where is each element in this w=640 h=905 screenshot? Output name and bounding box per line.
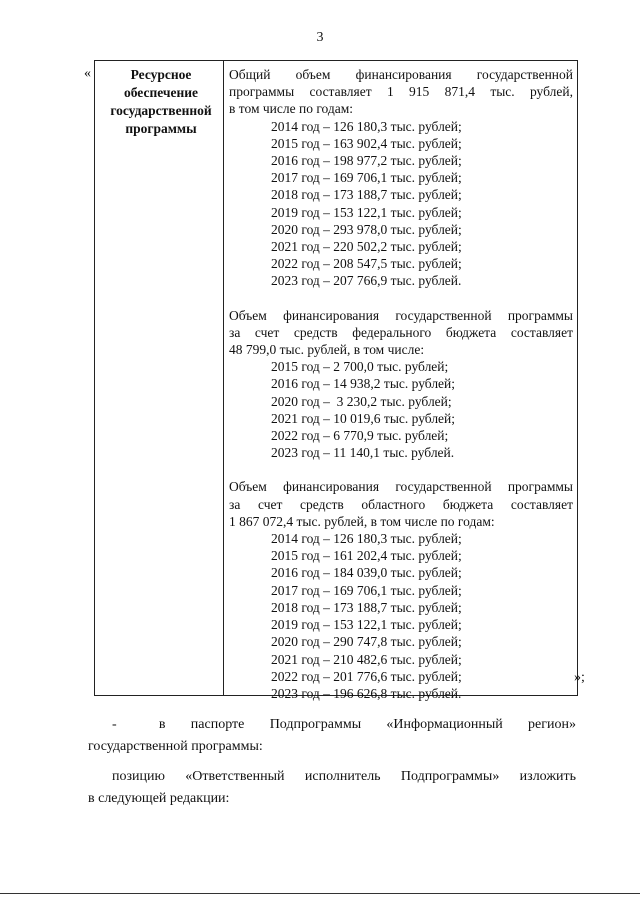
year-item: 2021 год – 10 019,6 тыс. рублей;: [271, 410, 456, 426]
paragraph-line: государственной программы:: [88, 739, 263, 754]
paragraph-line: в следующей редакции:: [88, 791, 230, 806]
row-content: [229, 66, 573, 719]
year-item: 2021 год – 210 482,6 тыс. рублей;: [271, 651, 462, 667]
year-item: 2023 год – 11 140,1 тыс. рублей.: [271, 445, 455, 461]
year-item: 2016 год – 184 039,0 тыс. рублей;: [271, 565, 462, 581]
paragraph-line: позицию «Ответственный исполнитель Подпрограммы» изложить: [112, 769, 576, 784]
intro-line: за счет средств федерального бюджета составляет: [229, 324, 573, 340]
intro-line: программы составляет 1 915 871,4 тыс. рублей,: [229, 84, 573, 100]
year-item: 2015 год – 161 202,4 тыс. рублей;: [271, 548, 462, 564]
intro-line: Общий объем финансирования государственной: [229, 67, 573, 82]
year-item: 2019 год – 153 122,1 тыс. рублей;: [271, 617, 462, 633]
intro-line: 1 867 072,4 тыс. рублей, в том числе по годам:: [229, 513, 495, 529]
year-item: 2020 год – 290 747,8 тыс. рублей;: [271, 634, 462, 650]
intro-line: 48 799,0 тыс. рублей, в том числе:: [229, 342, 425, 358]
year-item: 2014 год – 126 180,3 тыс. рублей;: [271, 531, 462, 547]
year-item: 2015 год – 163 902,4 тыс. рублей;: [271, 135, 462, 151]
intro-line: Объем финансирования государственной программы: [229, 307, 573, 323]
resource-provision-table: [94, 60, 578, 701]
row-title-line: обеспечение: [123, 85, 199, 100]
responsible-executor-paragraph: [88, 766, 576, 810]
year-list: [229, 358, 573, 461]
closing-quote: »;: [574, 670, 585, 685]
column-divider: [223, 61, 224, 695]
page-number: 3: [316, 30, 324, 45]
year-item: 2015 год – 2 700,0 тыс. рублей;: [271, 359, 449, 375]
year-item: 2023 год – 207 766,9 тыс. рублей.: [271, 273, 462, 289]
year-item: 2020 год – 293 978,0 тыс. рублей;: [271, 221, 462, 237]
federal-financing-block: [229, 307, 573, 462]
total-financing-block: [229, 66, 573, 290]
year-item: 2018 год – 173 188,7 тыс. рублей;: [271, 187, 462, 203]
row-title-line: программы: [125, 121, 197, 136]
paragraph-line: - в паспорте Подпрограммы «Информационный регион»: [112, 717, 576, 732]
row-title: [103, 66, 219, 138]
year-item: 2014 год – 126 180,3 тыс. рублей;: [271, 118, 462, 134]
intro-line: за счет средств областного бюджета составляет: [229, 496, 573, 512]
year-item: 2016 год – 14 938,2 тыс. рублей;: [271, 376, 456, 392]
year-item: 2023 год – 196 626,8 тыс. рублей.: [271, 685, 462, 701]
row-title-line: государственной: [110, 103, 212, 118]
year-item: 2017 год – 169 706,1 тыс. рублей;: [271, 582, 462, 598]
regional-financing-block: [229, 478, 573, 702]
year-item: 2022 год – 208 547,5 тыс. рублей;: [271, 256, 462, 272]
year-list: [229, 118, 573, 290]
intro-line: Объем финансирования государственной программы: [229, 479, 573, 495]
row-title-line: Ресурсное: [130, 67, 192, 82]
year-item: 2022 год – 6 770,9 тыс. рублей;: [271, 428, 449, 444]
year-item: 2018 год – 173 188,7 тыс. рублей;: [271, 599, 462, 615]
year-item: 2017 год – 169 706,1 тыс. рублей;: [271, 170, 462, 186]
opening-quote: «: [84, 66, 91, 81]
year-item: 2019 год – 153 122,1 тыс. рублей;: [271, 204, 462, 220]
year-list: [229, 530, 573, 702]
bottom-rule: [0, 893, 640, 894]
year-item: 2022 год – 201 776,6 тыс. рублей;: [271, 668, 462, 684]
year-item: 2020 год – 3 230,2 тыс. рублей;: [271, 393, 452, 409]
passport-subprogram-paragraph: [88, 714, 576, 758]
intro-line: в том числе по годам:: [229, 101, 354, 117]
year-item: 2016 год – 198 977,2 тыс. рублей;: [271, 153, 462, 169]
year-item: 2021 год – 220 502,2 тыс. рублей;: [271, 239, 462, 255]
